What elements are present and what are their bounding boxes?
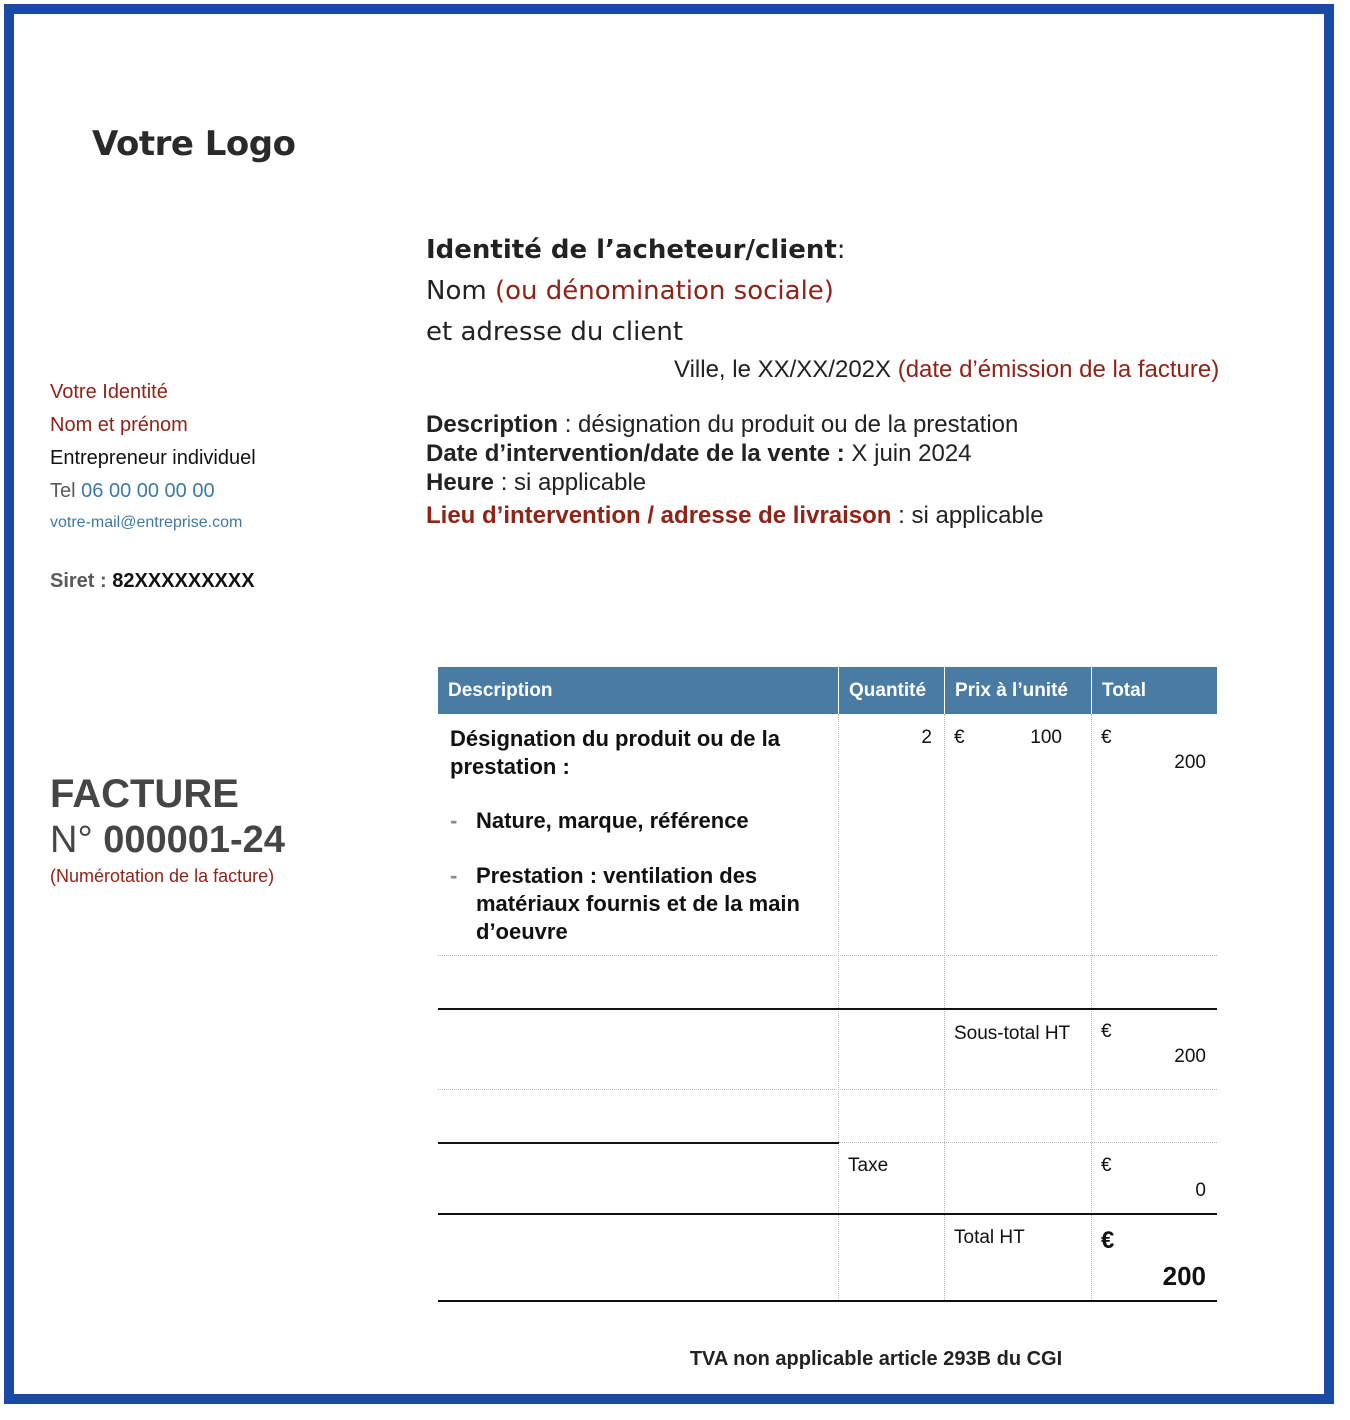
siret-label: Siret : [50,570,107,592]
description-label: Description [426,411,559,438]
seller-tel-label: Tel [50,480,76,502]
item-bullet [450,862,810,946]
invoice-number-note: (Numérotation de la facture) [50,866,275,886]
header-description: Description [448,680,553,701]
subtotal-currency: € [1101,1021,1112,1042]
client-identity [426,230,846,353]
header-unit-price: Prix à l’unité [955,680,1068,701]
bullet-dash: - [450,808,458,833]
company-logo: Votre Logo [92,124,296,164]
item-total-value: 200 [1174,752,1206,773]
header-separator [1091,667,1092,714]
siret-value: 82XXXXXXXXX [112,570,255,592]
row-divider [438,1089,1217,1090]
client-title: Identité de l’acheteur/client [426,235,837,265]
tax-currency: € [1101,1155,1112,1176]
seller-name: Nom et prénom [50,414,188,436]
seller-identity [50,376,256,538]
seller-tel-value: 06 00 00 00 00 [81,480,215,502]
seller-email: votre-mail@entreprise.com [50,514,243,531]
total-ht-value: 200 [1162,1261,1206,1291]
row-divider-solid [438,1008,1217,1010]
place-value: : si applicable [891,502,1044,529]
issue-date-note: (date d’émission de la facture) [897,356,1220,383]
header-total: Total [1102,680,1146,701]
place-label: Lieu d’intervention / adresse de livraison [426,502,892,529]
sale-details [426,410,1044,530]
item-quantity: 2 [921,727,932,748]
seller-identity-title: Votre Identité [50,381,168,403]
issue-date [674,356,1219,384]
invoice-block [50,770,285,887]
row-divider [839,1142,1217,1143]
invoice-number: 000001-24 [103,819,285,861]
item-total-currency: € [1101,727,1112,748]
row-divider-solid [438,1142,839,1144]
seller-status: Entrepreneur individuel [50,447,256,469]
header-separator [944,667,945,714]
subtotal-label: Sous-total HT [954,1023,1071,1044]
bullet-text: Prestation : ventilation des matériaux fournis et de la main d’oeuvre [476,863,800,944]
hour-label: Heure [426,469,495,496]
date-label: Date d’intervention/date de la vente : [426,440,845,467]
row-divider [438,955,1217,956]
client-title-colon: : [836,235,846,265]
header-quantity: Quantité [849,680,927,701]
invoice-table [438,667,1217,1302]
invoice-title: FACTURE [50,772,239,816]
hour-value: : si applicable [494,469,647,496]
tax-label: Taxe [848,1155,889,1176]
seller-siret [50,570,255,593]
unit-price-currency: € [954,727,965,748]
invoice-number-prefix: N° [50,819,93,861]
vat-note: TVA non applicable article 293B du CGI [689,1348,1063,1370]
client-name-label: Nom [426,276,487,306]
item-bullet [450,807,810,835]
row-divider-solid [438,1213,1217,1215]
subtotal-value: 200 [1174,1046,1206,1067]
item-title: Désignation du produit ou de la prestation : [450,726,780,779]
issue-date-text: Ville, le XX/XX/202X [674,356,892,383]
bullet-dash: - [450,863,458,888]
client-address: et adresse du client [426,317,684,347]
table-bottom-border [438,1300,1217,1302]
date-value: X juin 2024 [844,440,972,467]
header-separator [838,667,839,714]
total-ht-currency: € [1101,1227,1115,1254]
total-ht-label: Total HT [954,1227,1025,1248]
unit-price-value: 100 [1030,727,1062,748]
description-value: : désignation du produit ou de la prestation [558,411,1019,438]
client-name-note: (ou dénomination sociale) [494,276,834,306]
tax-value: 0 [1195,1180,1206,1201]
bullet-text: Nature, marque, référence [476,808,749,833]
